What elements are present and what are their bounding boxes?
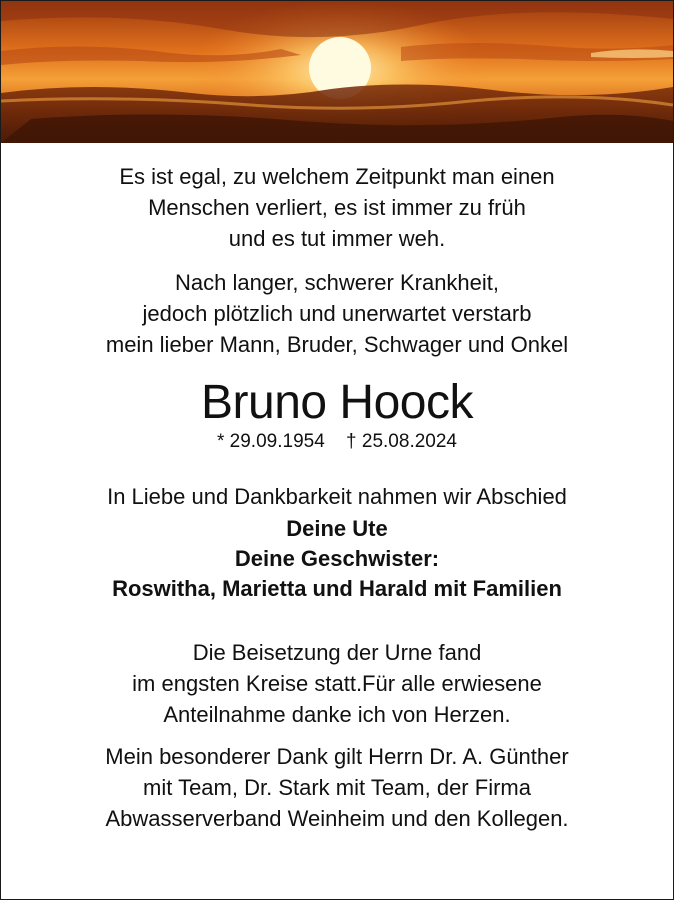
signer-line: Deine Ute xyxy=(286,516,388,541)
memorial-verse xyxy=(1,161,673,254)
obituary-text xyxy=(1,143,673,834)
announcement-line: mein lieber Mann, Bruder, Schwager und Onkel xyxy=(105,332,569,357)
burial-notice xyxy=(1,637,673,730)
acknowledgements xyxy=(1,741,673,834)
sunset-image xyxy=(1,1,673,143)
death-announcement xyxy=(1,267,673,360)
announcement-line: jedoch plötzlich und unerwartet verstarb xyxy=(142,301,532,326)
farewell-line: In Liebe und Dankbarkeit nahmen wir Abschied xyxy=(107,484,567,509)
announcement-line: Nach langer, schwerer Krankheit, xyxy=(174,270,500,295)
verse-line: Menschen verliert, es ist immer zu früh xyxy=(148,195,526,220)
signer-line: Roswitha, Marietta und Harald mit Familien xyxy=(112,576,562,601)
signer-line: Deine Geschwister: xyxy=(234,546,440,571)
burial-line: Die Beisetzung der Urne fand xyxy=(192,640,482,665)
death-date: † 25.08.2024 xyxy=(346,431,457,452)
thanks-line: mit Team, Dr. Stark mit Team, der Firma xyxy=(143,775,531,800)
signers-block xyxy=(1,514,673,604)
sunset-illustration xyxy=(1,1,673,143)
verse-line: Es ist egal, zu welchem Zeitpunkt man einen xyxy=(119,164,555,189)
burial-line: Anteilnahme danke ich von Herzen. xyxy=(163,702,511,727)
life-dates xyxy=(1,430,673,454)
birth-date: * 29.09.1954 xyxy=(217,431,325,452)
deceased-name: Bruno Hoock xyxy=(201,376,473,429)
verse-line: und es tut immer weh. xyxy=(228,226,446,251)
thanks-line: Abwasserverband Weinheim und den Kollegen. xyxy=(105,806,569,831)
thanks-line: Mein besonderer Dank gilt Herrn Dr. A. Günther xyxy=(105,744,569,769)
burial-line: im engsten Kreise statt.Für alle erwiesene xyxy=(132,671,542,696)
